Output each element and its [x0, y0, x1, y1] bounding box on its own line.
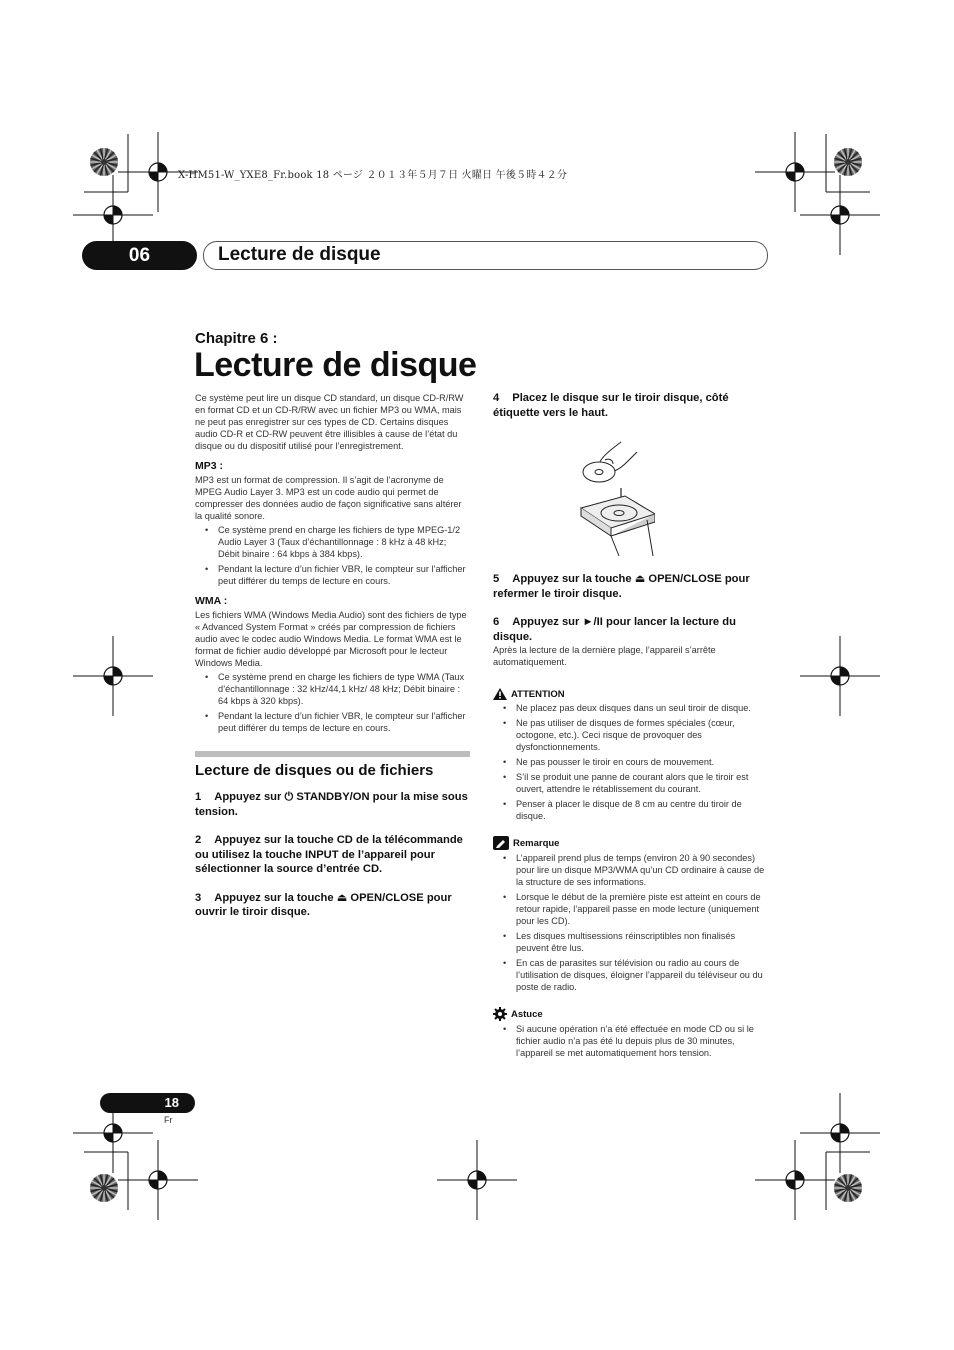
crosshair-mark-icon: [73, 636, 153, 716]
remarque-bullets: [493, 852, 768, 993]
mp3-heading: MP3 :: [195, 460, 224, 472]
remarque-heading: Remarque: [493, 836, 768, 850]
page-title: Lecture de disque: [194, 346, 477, 384]
tip-gear-icon: [493, 1007, 507, 1021]
list-item: • Ce système prend en charge les fichiers de type WMA (Taux d’échantillonnage : 32 kHz/44,1 kHz/ 48 kHz; Débit binaire : 64 kbps à 320 kbps).: [195, 671, 470, 707]
wma-paragraph: Les fichiers WMA (Windows Media Audio) sont des fichiers de type « Advanced System Format » créés par compression de fichiers audio avec le codec audio Windows Media. Le format WMA est le format de fichier audio développé par Microsoft pour le lecteur Windows Media.: [195, 610, 467, 668]
crosshair-mark-icon: [118, 1140, 198, 1220]
step-1: 1 Appuyez sur ⏻ STANDBY/ON pour la mise sous tension.: [195, 791, 468, 818]
book-file-info: X-HM51-W_YXE8_Fr.book 18 ページ ２０１３年５月７日 火曜日 午後５時４２分: [178, 170, 568, 181]
wma-heading: WMA :: [195, 595, 228, 607]
disc-tray-illustration: [575, 438, 655, 558]
step-6: 6 Appuyez sur ►/II pour lancer la lecture du disque.: [493, 616, 736, 643]
astuce-heading: Astuce: [493, 1007, 768, 1021]
mp3-paragraph: MP3 est un format de compression. Il s’agit de l’acronyme de MPEG Audio Layer 3. MP3 est un code audio qui permet de compresser des données audio de façon significative sans altérer la qualité sonore.: [195, 475, 462, 521]
list-item: • Pendant la lecture d’un fichier VBR, le compteur sur l’afficher peut différer du temps de lecture en cours.: [195, 563, 470, 587]
note-pencil-icon: [493, 836, 509, 850]
list-item: • Les disques multisessions réinscriptibles non finalisés peuvent être lus.: [493, 930, 768, 954]
list-item: • En cas de parasites sur télévision ou radio au cours de l’utilisation de disques, éloigner l’appareil du téléviseur ou du poste de radio.: [493, 957, 768, 993]
starburst-mark-icon: [88, 146, 120, 178]
step-6-note: Après la lecture de la dernière plage, l’appareil s’arrête automatiquement.: [493, 645, 716, 667]
page-number-badge: [100, 1093, 195, 1113]
left-column: [195, 392, 470, 920]
list-item: • Ne pas pousser le tiroir en cours de mouvement.: [493, 756, 768, 768]
warning-icon: [493, 688, 507, 700]
mp3-bullets: [195, 524, 470, 587]
starburst-mark-icon: [832, 1172, 864, 1204]
section-divider: [195, 751, 470, 757]
chapter-banner-title: Lecture de disque: [218, 244, 381, 265]
attention-bullets: [493, 702, 768, 822]
chapter-number-badge: 06: [82, 241, 197, 270]
list-item: • Ce système prend en charge les fichiers de type MPEG-1/2 Audio Layer 3 (Taux d’échantillonnage : 8 kHz à 48 kHz; Débit binaire : 64 kbps à 384 kbps).: [195, 524, 470, 560]
step-3: 3 Appuyez sur la touche ⏏ OPEN/CLOSE pour ouvrir le tiroir disque.: [195, 891, 452, 918]
list-item: • Ne pas utiliser de disques de formes spéciales (cœur, octogone, etc.). Ceci risque de provoquer des dysfonctionnements.: [493, 717, 768, 753]
wma-bullets: [195, 671, 470, 734]
astuce-bullets: [493, 1023, 768, 1059]
list-item: • Ne placez pas deux disques dans un seul tiroir de disque.: [493, 702, 768, 714]
list-item: • Penser à placer le disque de 8 cm au centre du tiroir de disque.: [493, 798, 768, 822]
step-5: 5 Appuyez sur la touche ⏏ OPEN/CLOSE pour refermer le tiroir disque.: [493, 573, 750, 600]
starburst-mark-icon: [832, 146, 864, 178]
attention-heading: ATTENTION: [493, 688, 768, 700]
page-number: 18: [164, 1095, 179, 1110]
intro-paragraph: Ce système peut lire un disque CD standard, un disque CD-R/RW en format CD et un CD-R/RW avec un fichier MP3 ou WMA, mais ne peut pas enregistrer sur ces types de CD. Certains disques audio CD-R et CD-RW peuvent être illisibles à cause de l’état du disque ou du dispositif utilisé pour l’enregistrement.: [195, 393, 464, 451]
starburst-mark-icon: [88, 1172, 120, 1204]
section-title: Lecture de disques ou de fichiers: [195, 762, 434, 779]
chapter-label: Chapitre 6 :: [195, 330, 278, 347]
crosshair-mark-icon: [800, 175, 880, 255]
list-item: • Si aucune opération n’a été effectuée en mode CD ou si le fichier audio n’a pas été lu depuis plus de 30 minutes, l’appareil se met automatiquement hors tension.: [493, 1023, 768, 1059]
crosshair-mark-icon: [800, 636, 880, 716]
list-item: • Lorsque le début de la première piste est atteint en cours de retour rapide, l’appareil passe en mode lecture (uniquement pour les CD).: [493, 891, 768, 927]
crosshair-mark-icon: [437, 1140, 517, 1220]
list-item: • S’il se produit une panne de courant alors que le tiroir est ouvert, attendre le rétablissement du courant.: [493, 771, 768, 795]
step-4: 4 Placez le disque sur le tiroir disque, côté étiquette vers le haut.: [493, 392, 729, 419]
right-column: [493, 391, 768, 1062]
list-item: • L’appareil prend plus de temps (environ 20 à 90 secondes) pour lire un disque MP3/WMA qu’un CD ordinaire à cause de la structure de ses informations.: [493, 852, 768, 888]
page-language: Fr: [164, 1115, 173, 1125]
step-2: 2 Appuyez sur la touche CD de la télécommande ou utilisez la touche INPUT de l’appareil pour sélectionner la source d’entrée CD.: [195, 834, 463, 875]
crosshair-mark-icon: [755, 1140, 835, 1220]
list-item: • Pendant la lecture d’un fichier VBR, le compteur sur l’afficher peut différer du temps de lecture en cours.: [195, 710, 470, 734]
chapter-banner: [203, 241, 768, 270]
